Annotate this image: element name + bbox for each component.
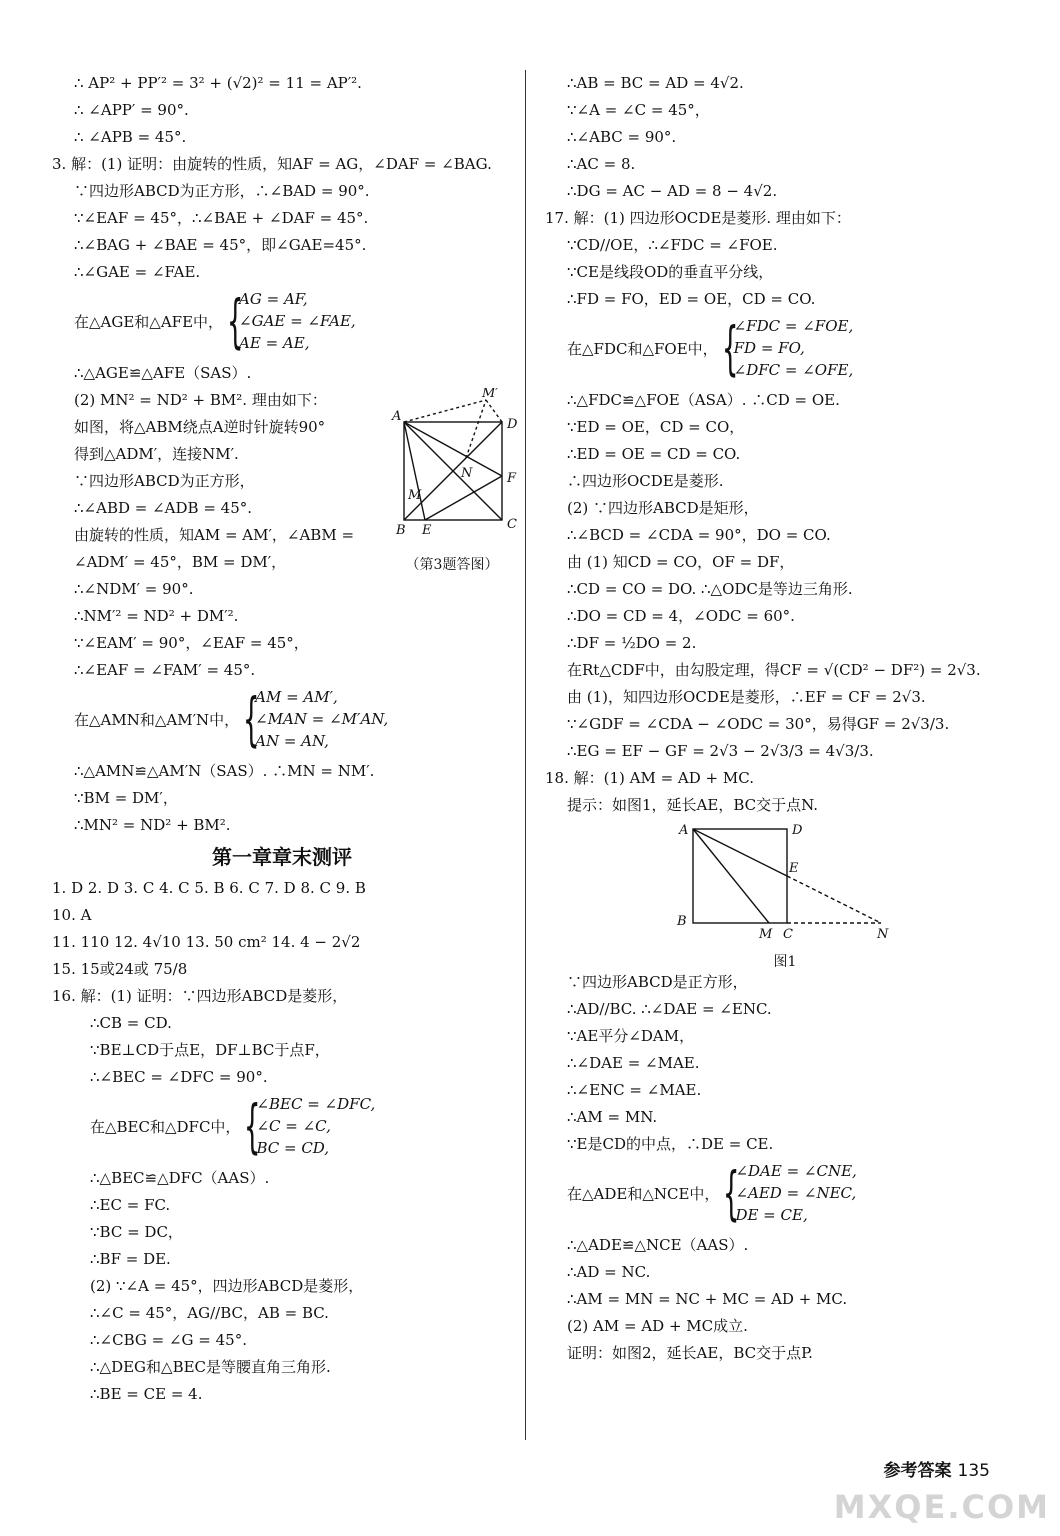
label-m: M	[408, 488, 422, 503]
figure-1-caption: 图1	[773, 954, 797, 970]
equation-system	[52, 288, 512, 354]
system-row: FD = FO,	[733, 339, 805, 357]
text-line: ∵∠EAM′ = 90°，∠EAF = 45°，	[74, 634, 309, 652]
text-line: ∴BE = CE = 4.	[90, 1385, 203, 1403]
text-line: ∴∠C = 45°，AG//BC，AB = BC.	[90, 1304, 329, 1322]
figure-1-diagram	[665, 819, 905, 949]
text-line: ∴∠BAG + ∠BAE = 45°，即∠GAE=45°.	[74, 236, 367, 254]
system-intro: 在△AMN和△AM′N中，	[74, 710, 240, 729]
answer-line: 11. 110 12. 4√10 13. 50 cm² 14. 4 − 2√2	[52, 933, 361, 951]
text-line: ∴EC = FC.	[90, 1196, 171, 1214]
segment-am2	[404, 400, 486, 422]
text-line: ∴DO = CD = 4，∠ODC = 60°.	[567, 607, 795, 625]
text-line: ∴∠EAF = ∠FAM′ = 45°.	[74, 661, 256, 679]
brace-icon: {	[226, 287, 244, 355]
text-line: (2) MN² = ND² + BM². 理由如下：	[74, 391, 327, 409]
text-line: ∵四边形ABCD为正方形，∴∠BAD = 90°.	[74, 182, 370, 200]
block-a-left	[52, 70, 512, 151]
text-line: ∴∠NDM′ = 90°.	[74, 580, 194, 598]
brace-icon: {	[242, 685, 260, 753]
text-line: ∴DG = AC − AD = 8 − 4√2.	[567, 182, 778, 200]
text-line: ∵CD//OE，∴∠FDC = ∠FOE.	[567, 236, 778, 254]
segment-am	[693, 829, 769, 923]
text-line: ∴CB = CD.	[90, 1014, 172, 1032]
text-line: ∴NM′² = ND² + DM′².	[74, 607, 239, 625]
text-line: 得到△ADM′，连接NM′.	[74, 445, 239, 463]
text-line: ∴∠ENC = ∠MAE.	[567, 1081, 702, 1099]
system-row: ∠BEC = ∠DFC,	[256, 1095, 376, 1113]
system-intro: 在△FDC和△FOE中，	[567, 339, 718, 358]
text-line: ∴AD//BC. ∴∠DAE = ∠ENC.	[567, 1000, 772, 1018]
label-c: C	[783, 927, 793, 942]
label-a: A	[392, 409, 402, 424]
system-row: ∠GAE = ∠FAE,	[239, 312, 356, 330]
text-line: ∴∠BCD = ∠CDA = 90°，DO = CO.	[567, 526, 831, 544]
system-row: ∠MAN = ∠M′AN,	[255, 710, 389, 728]
text-line: ∴MN² = ND² + BM².	[74, 816, 231, 834]
equation-system	[545, 315, 1015, 381]
system-row: ∠DFC = ∠OFE,	[733, 361, 854, 379]
text-line: 证明：如图2，延长AE，BC交于点P.	[567, 1344, 813, 1362]
text-line: 在Rt△CDF中，由勾股定理，得CF = √(CD² − DF²) = 2√3.	[567, 661, 981, 679]
system-row: BC = CD,	[256, 1139, 330, 1157]
text-line: (2) AM = AD + MC成立.	[567, 1317, 748, 1335]
text-line: ∴∠ABC = 90°.	[567, 128, 677, 146]
label-c: C	[507, 517, 517, 532]
figure-3	[382, 388, 522, 574]
text-line: ∵E是CD的中点，∴DE = CE.	[567, 1135, 774, 1153]
segment-en	[787, 876, 881, 923]
question-16	[52, 983, 512, 1408]
text-line: ∴ ∠APP′ = 90°.	[74, 101, 189, 119]
text-line: ∴△DEG和△BEC是等腰直角三角形.	[90, 1358, 331, 1376]
system-row: AM = AM′,	[255, 688, 338, 706]
text-line: ∴BF = DE.	[90, 1250, 171, 1268]
text-line: 提示：如图1，延长AE，BC交于点N.	[567, 796, 819, 814]
question-3-title: 3. 解：(1) 证明：由旋转的性质，知AF = AG，∠DAF = ∠BAG.	[52, 155, 492, 173]
text-line: ∵∠EAF = 45°，∴∠BAE + ∠DAF = 45°.	[74, 209, 369, 227]
answer-list	[52, 875, 512, 983]
text-line: 由 (1) 知CD = CO，OF = DF，	[567, 553, 795, 571]
label-e: E	[789, 861, 799, 876]
system-row: AG = AF,	[239, 290, 308, 308]
text-line: ∴△FDC≌△FOE（ASA）. ∴CD = OE.	[567, 391, 840, 409]
text-line: ∴△ADE≌△NCE（AAS）.	[567, 1236, 749, 1254]
column-divider	[525, 70, 526, 1440]
text-line: ∴AM = MN = NC + MC = AD + MC.	[567, 1290, 848, 1308]
text-line: ∴△BEC≌△DFC（AAS）.	[90, 1169, 270, 1187]
label-n: N	[877, 927, 889, 942]
text-line: ∴∠ABD = ∠ADB = 45°.	[74, 499, 253, 517]
square-abcd	[693, 829, 787, 923]
block-a-right	[545, 70, 1015, 205]
text-line: ∵BE⊥CD于点E，DF⊥BC于点F，	[90, 1041, 330, 1059]
text-line: ∵四边形ABCD是正方形，	[567, 973, 748, 991]
system-row: AE = AE,	[239, 334, 310, 352]
system-row: ∠C = ∠C,	[256, 1117, 331, 1135]
text-line: ∵ED = OE，CD = CO，	[567, 418, 745, 436]
text-line: ∴△AGE≌△AFE（SAS）.	[74, 364, 252, 382]
label-n: N	[461, 466, 473, 481]
label-m-prime: M′	[482, 388, 499, 401]
text-line: ∴ ∠APB = 45°.	[74, 128, 187, 146]
watermark-logo: MXQE.COM	[833, 1488, 1050, 1526]
text-line: (2) ∵四边形ABCD是矩形，	[567, 499, 759, 517]
text-line: ∵BC = DC，	[90, 1223, 183, 1241]
text-line: ∴AB = BC = AD = 4√2.	[567, 74, 744, 92]
label-b: B	[677, 914, 687, 929]
text-line: ∴∠GAE = ∠FAE.	[74, 263, 201, 281]
text-line: ∴∠CBG = ∠G = 45°.	[90, 1331, 247, 1349]
page-footer	[884, 1456, 990, 1481]
text-line: ∴AM = MN.	[567, 1108, 658, 1126]
text-line: 如图，将△ABM绕点A逆时针旋转90°	[74, 418, 326, 436]
label-d: D	[507, 417, 518, 432]
figure-1	[665, 819, 905, 969]
brace-icon: {	[244, 1092, 261, 1160]
segment-ae	[404, 422, 425, 520]
question-17-title: 17. 解：(1) 四边形OCDE是菱形. 理由如下：	[545, 209, 851, 227]
question-18-title: 18. 解：(1) AM = AD + MC.	[545, 769, 754, 787]
figure-3-diagram	[382, 388, 522, 578]
text-line: ∴EG = EF − GF = 2√3 − 2√3/3 = 4√3/3.	[567, 742, 874, 760]
system-intro: 在△ADE和△NCE中，	[567, 1184, 720, 1203]
question-16-title: 16. 解：(1) 证明：∵四边形ABCD是菱形，	[52, 987, 348, 1005]
left-column	[52, 70, 518, 1408]
text-line: ∵∠A = ∠C = 45°，	[567, 101, 710, 119]
section-heading: 第一章章末测评	[212, 845, 352, 869]
system-row: AN = AN,	[255, 732, 329, 750]
text-line: ∵四边形ABCD为正方形，	[74, 472, 255, 490]
segment-af	[404, 422, 502, 476]
text-line: ∴ AP² + PP′² = 3² + (√2)² = 11 = AP′².	[74, 74, 362, 92]
right-column	[545, 70, 1015, 1367]
brace-icon: {	[721, 314, 739, 382]
text-line: ∵∠GDF = ∠CDA − ∠ODC = 30°，易得GF = 2√3/3.	[567, 715, 950, 733]
equation-system	[52, 686, 512, 752]
system-intro: 在△AGE和△AFE中，	[74, 312, 224, 331]
system-row: DE = CE,	[735, 1206, 808, 1224]
segment-nm2	[466, 400, 486, 458]
text-line: ∵CE是线段OD的垂直平分线，	[567, 263, 774, 281]
system-row: ∠AED = ∠NEC,	[735, 1184, 857, 1202]
question-17	[545, 205, 1015, 765]
text-line: ∴DF = ½DO = 2.	[567, 634, 697, 652]
text-line: ∴∠DAE = ∠MAE.	[567, 1054, 700, 1072]
answer-line: 15. 15或24或 75/8	[52, 960, 188, 978]
segment-ef	[425, 476, 502, 520]
brace-icon: {	[723, 1159, 740, 1227]
segment-ae	[693, 829, 787, 876]
system-row: ∠DAE = ∠CNE,	[735, 1162, 857, 1180]
answer-line: 10. A	[52, 906, 92, 924]
equation-system	[52, 1093, 512, 1159]
text-line: ∴AC = 8.	[567, 155, 636, 173]
text-line: 由 (1)，知四边形OCDE是菱形，∴EF = CF = 2√3.	[567, 688, 926, 706]
question-18	[545, 765, 1015, 1367]
text-line: ∴CD = CO = DO. ∴△ODC是等边三角形.	[567, 580, 853, 598]
label-m: M	[759, 927, 773, 942]
equation-system	[545, 1160, 1015, 1226]
text-line: ∠ADM′ = 45°，BM = DM′，	[74, 553, 287, 571]
system-row: ∠FDC = ∠FOE,	[733, 317, 854, 335]
figure-3-caption: （第3题答图）	[405, 557, 499, 573]
label-e: E	[422, 523, 432, 538]
page-number: 135	[957, 1461, 990, 1481]
label-f: F	[507, 471, 517, 486]
text-line: ∵BM = DM′，	[74, 789, 178, 807]
text-line: (2) ∵∠A = 45°，四边形ABCD是菱形，	[90, 1277, 364, 1295]
segment-m2d	[486, 400, 502, 422]
label-d: D	[792, 823, 803, 838]
label-b: B	[396, 523, 406, 538]
text-line: ∴△AMN≌△AM′N（SAS）. ∴MN = NM′.	[74, 762, 375, 780]
text-line: ∴四边形OCDE是菱形.	[567, 472, 724, 490]
answer-line: 1. D 2. D 3. C 4. C 5. B 6. C 7. D 8. C 9. B	[52, 879, 366, 897]
system-intro: 在△BEC和△DFC中，	[90, 1117, 241, 1136]
text-line: ∴ED = OE = CD = CO.	[567, 445, 741, 463]
text-line: ∴∠BEC = ∠DFC = 90°.	[90, 1068, 268, 1086]
footer-label: 参考答案	[883, 1461, 952, 1481]
text-line: ∴AD = NC.	[567, 1263, 651, 1281]
text-line: 由旋转的性质，知AM = AM′，∠ABM =	[74, 526, 355, 544]
text-line: ∴FD = FO，ED = OE，CD = CO.	[567, 290, 816, 308]
text-line: ∵AE平分∠DAM，	[567, 1027, 695, 1045]
label-a: A	[679, 823, 689, 838]
